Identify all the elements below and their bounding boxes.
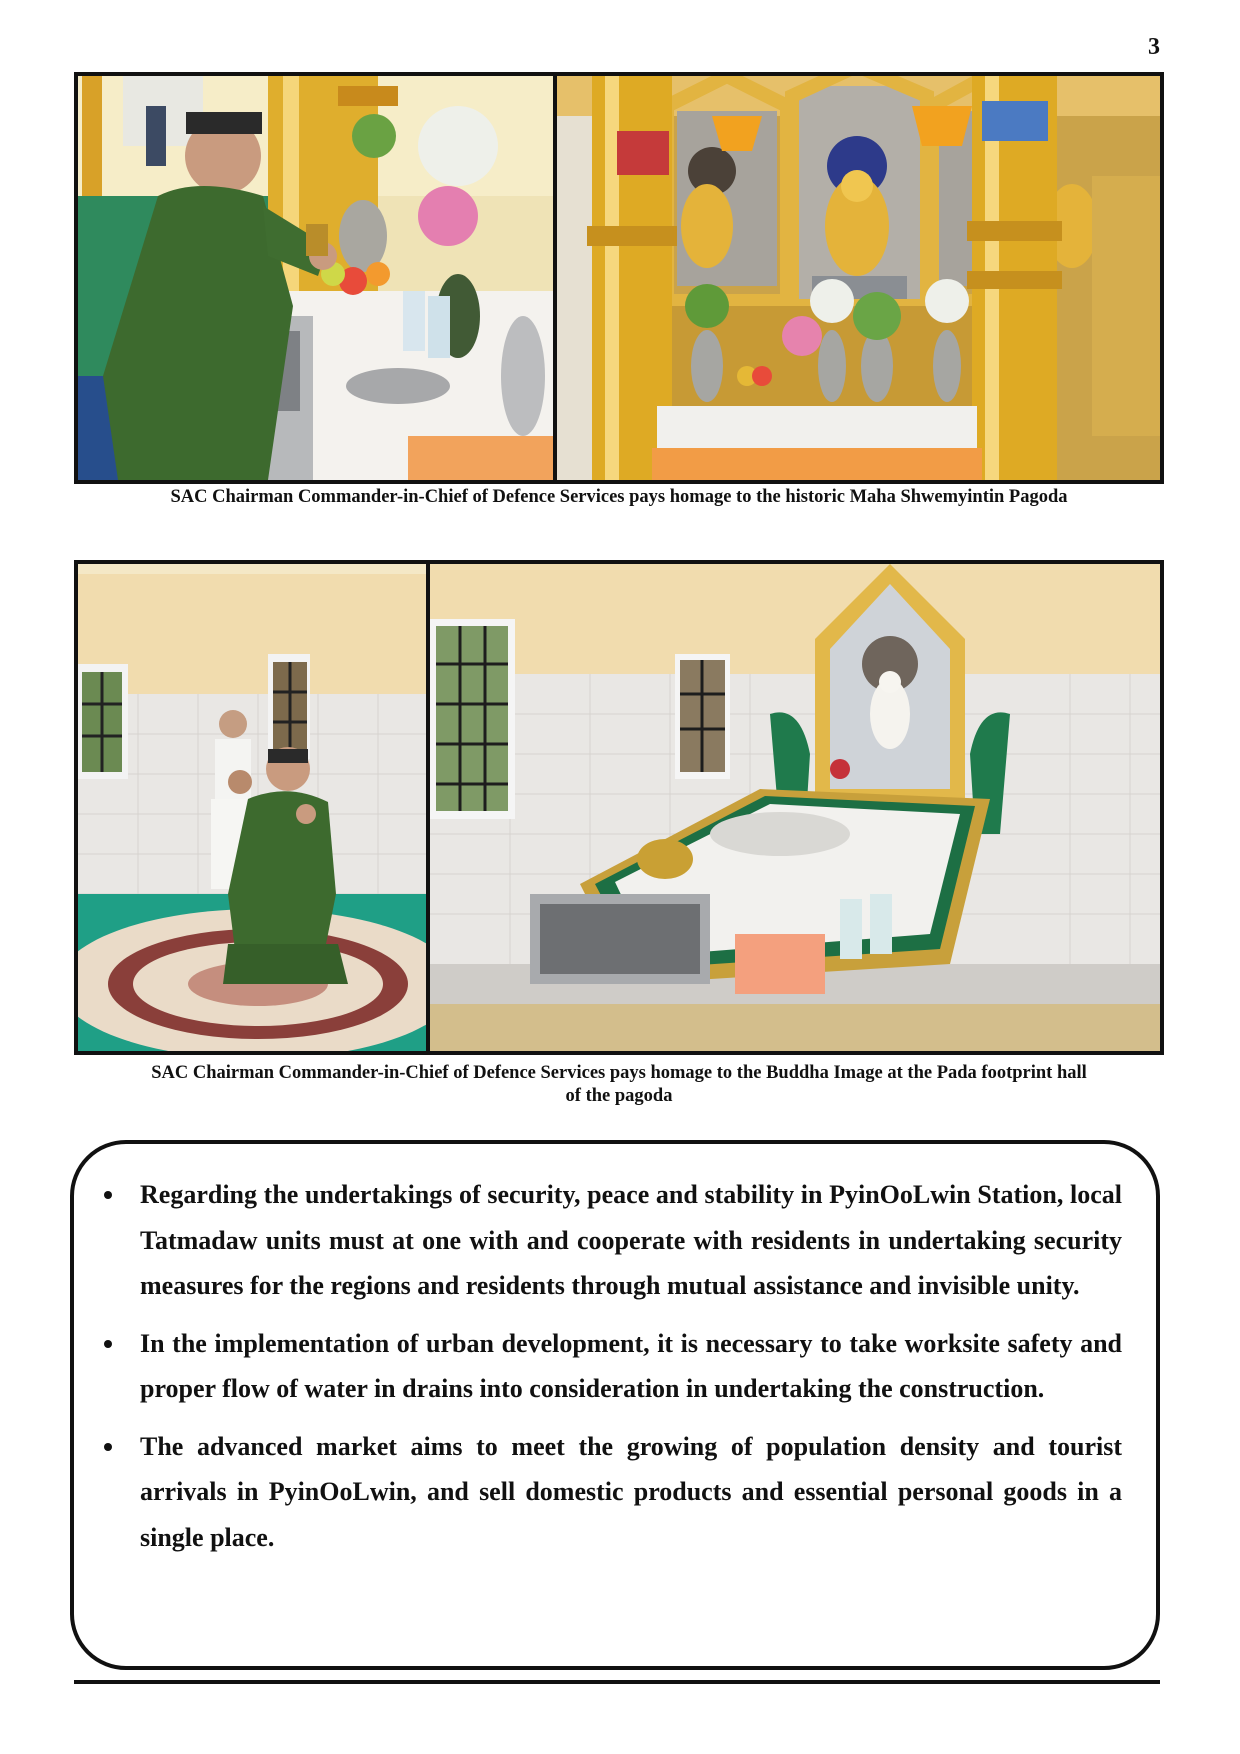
top-photo-frame [74, 72, 1164, 484]
key-point-text: In the implementation of urban development, it is necessary to take worksite safety and proper flow of water in drains into consideration in undertaking the construction. [140, 1328, 1122, 1403]
key-points-box [70, 1140, 1160, 1670]
middle-photos-caption [74, 1062, 1164, 1108]
photo-pagoda-shrine [557, 76, 1160, 480]
key-point-item [104, 1172, 1122, 1309]
photo-footprint-hall [430, 564, 1160, 1051]
top-photos-caption: SAC Chairman Commander-in-Chief of Defence Services pays homage to the historic Maha Shwemyintin Pagoda [170, 487, 1068, 507]
bullet-dot-icon [104, 1443, 112, 1451]
middle-photo-frame [74, 560, 1164, 1055]
key-point-item [104, 1321, 1122, 1412]
photo-kneeling-homage [78, 564, 426, 1051]
page-number: 3 [1148, 34, 1160, 60]
middle-caption-line-2: of the pagoda [565, 1086, 673, 1106]
bullet-dot-icon [104, 1340, 112, 1348]
photo-offering-at-altar [78, 76, 553, 480]
key-point-text: Regarding the undertakings of security, peace and stability in PyinOoLwin Station, local Tatmadaw units must at one with and cooperate with residents in undertaking security measures for the regions and residents through mutual assistance and invisible unity. [140, 1180, 1122, 1300]
key-point-text: The advanced market aims to meet the growing of population density and tourist arrivals in PyinOoLwin, and sell domestic products and essential personal goods in a single place. [140, 1431, 1122, 1552]
bottom-divider [74, 1680, 1160, 1684]
bullet-dot-icon [104, 1191, 112, 1199]
key-point-item [104, 1424, 1122, 1561]
key-points-list [104, 1172, 1122, 1560]
middle-caption-line-1: SAC Chairman Commander-in-Chief of Defence Services pays homage to the Buddha Image at the Pada footprint hall [151, 1063, 1087, 1083]
